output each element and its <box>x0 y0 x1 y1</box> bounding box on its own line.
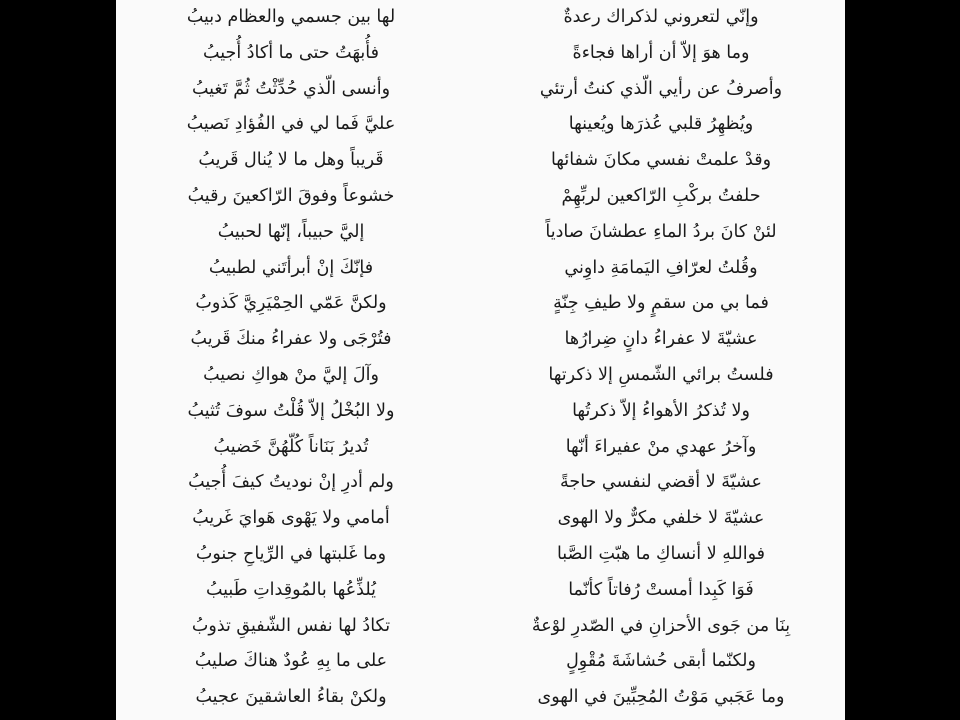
verse-second-hemistich: وأنسى الّذي حُدِّثْتُ ثُمَّ تَغيبُ <box>191 78 391 99</box>
poem-page <box>116 0 845 720</box>
verse-first-hemistich: عشيّةَ لا عفراءُ دانٍ ضِرارُها <box>564 329 758 350</box>
verse-second-hemistich: ولكنَّ عَمّي الحِمْيَرِيَّ كَذوبُ <box>195 293 387 314</box>
verse-first-hemistich: عشيّةَ لا أقضي لنفسي حاجةً <box>560 472 762 493</box>
verse-second-hemistich: وآلَ إليَّ منْ هواكِ نصيبُ <box>203 365 379 385</box>
verse-first-hemistich: ويُظهِرُ قلبي عُذرَها ويُعينها <box>568 114 754 135</box>
verse-second-hemistich: فأُبهَتُ حتى ما أكادُ أُجيبُ <box>203 42 379 63</box>
verse-first-hemistich: بِنَا من جَوى الأحزانِ في الصّدرِ لوْعةٌ <box>531 615 791 636</box>
verse-second-hemistich: وما غَلبتها في الرِّياحِ جنوبُ <box>195 544 387 564</box>
verse-second-hemistich: تكادُ لها نفس الشّفيقِ تذوبُ <box>191 615 391 636</box>
verse-second-hemistich: أمامي ولا يَهْوى هَوايَ غَريبُ <box>192 508 390 529</box>
verse-second-hemistich: خشوعاً وفوقَ الرّاكعينَ رقيبُ <box>187 186 395 206</box>
verse-second-hemistich: لها بين جسمي والعظام دبيبُ <box>186 7 396 27</box>
verse-first-hemistich: وما عَجَبي مَوْتُ المُحِبِّينَ في الهوى <box>537 687 785 708</box>
verse-second-hemistich: ولكنْ بقاءُ العاشقينَ عجيبُ <box>195 687 387 708</box>
verse-first-hemistich: ولا تُذكرُ الأهواءُ إلاّ ذكرتُها <box>572 400 750 421</box>
verse-second-hemistich: إليَّ حبيباً، إنّها لحبيبُ <box>217 221 365 242</box>
verse-first-hemistich: وما هوَ إلاّ أن أراها فجاءةً <box>572 42 750 63</box>
verse-first-hemistich: ولكنّما أبقى حُشاشَةَ مُقْوِلٍ <box>566 651 756 672</box>
verse-second-hemistich: ولا البُخْلُ إلاّ قُلْتُ سوفَ تُثيبُ <box>187 400 395 421</box>
verse-second-hemistich: يُلذِّعُها بالمُوقِداتِ طَبيبُ <box>205 579 377 600</box>
verse-first-hemistich: حلفتُ بركْبِ الرّاكعين لربِّهِمْ <box>561 186 761 206</box>
verse-first-hemistich: لئنْ كانَ بردُ الماءِ عطشانَ صادياً <box>545 221 777 242</box>
verse-first-hemistich: فواللهِ لا أنساكِ ما هبّتِ الصَّبا <box>556 544 766 564</box>
verse-second-hemistich: قَريباً وهل ما لا يُنال قَريبُ <box>198 150 384 171</box>
verse-second-hemistich: فإنّكَ إنْ أبرأتَني لطبيبُ <box>208 257 374 278</box>
verse-first-hemistich: فما بي من سقمٍ ولا طيفِ جِنّةٍ <box>553 293 769 314</box>
verse-second-hemistich: فتُرْجَى ولا عفراءُ منكَ قَريبُ <box>190 329 392 350</box>
verse-second-hemistich: ولم أدرِ إنْ نوديتُ كيفَ أُجيبُ <box>188 472 394 493</box>
verse-first-hemistich: فَوَا كَبِدا أمستْ رُفاتاً كأنّما <box>568 579 754 600</box>
verse-first-hemistich: عشيّةَ لا خلفي مكرٌّ ولا الهوى <box>557 508 765 529</box>
verse-second-hemistich: عليَّ فَما لي في الفُؤادِ نَصيبُ <box>186 114 396 135</box>
verse-first-hemistich: وقدْ علمتْ نفسي مكانَ شفائها <box>550 150 772 171</box>
verse-first-hemistich: وأصرفُ عن رأيي الّذي كنتُ أرتئي <box>539 78 783 99</box>
verse-second-hemistich: تُديرُ بَنَاناً كُلّهُنَّ خَضيبُ <box>213 436 369 457</box>
verse-first-hemistich: فلستُ برائي الشّمسِ إلا ذكرتها <box>548 365 774 385</box>
verse-first-hemistich: وإنّي لتعروني لذكراك رعدةٌ <box>563 7 759 27</box>
verse-first-hemistich: وقُلتُ لعرّافِ اليَمامَةِ داوِني <box>564 257 758 278</box>
verse-second-hemistich: على ما بِهِ عُودٌ هناكَ صليبُ <box>194 651 388 672</box>
verse-first-hemistich: وآخرُ عهدي منْ عفيراءَ أنّها <box>565 436 757 457</box>
